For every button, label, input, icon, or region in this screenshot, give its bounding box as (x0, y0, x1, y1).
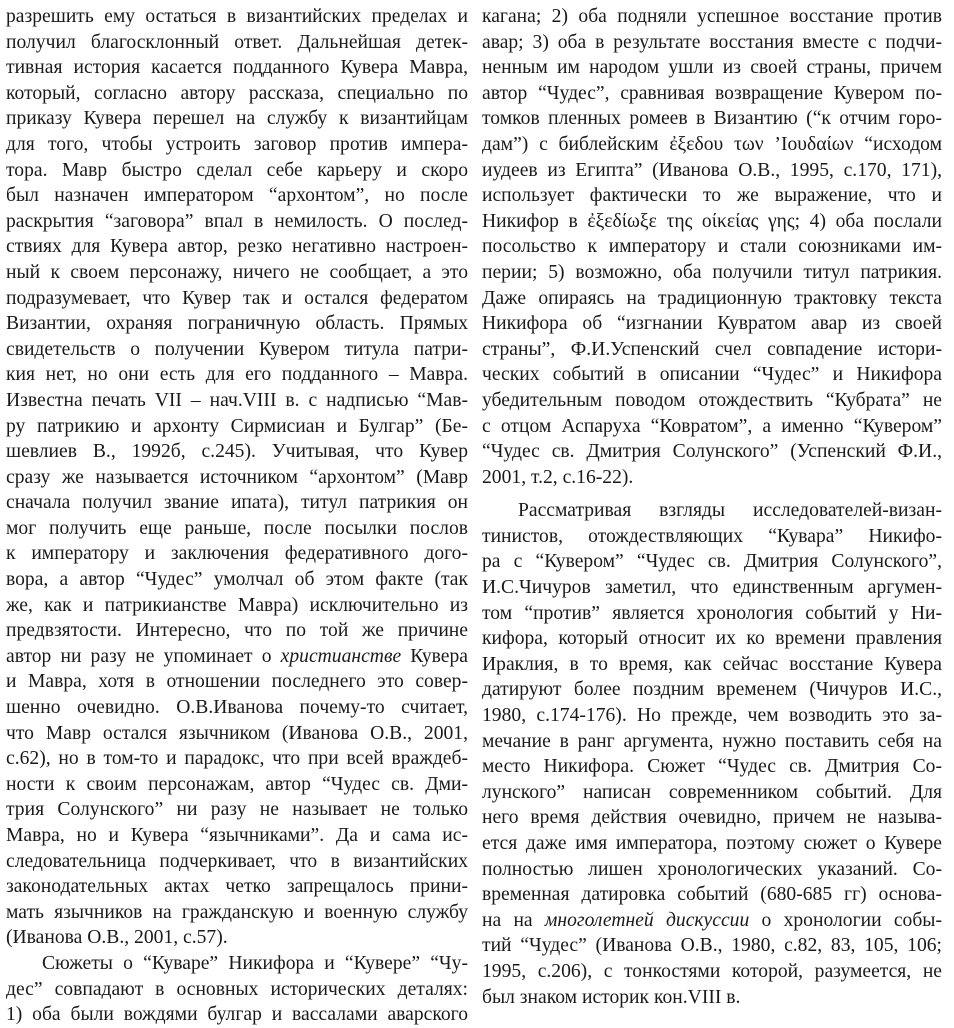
text-line: приказу Кувера перешел на службу к византийцам (6, 108, 468, 130)
text-line: Известна печать VII – нач.VIII в. с надписью “Мав- (6, 389, 468, 411)
text-line: с.62), но в том-то и парадокс, что при всей враждеб- (6, 748, 468, 770)
text-line: следовательница подчеркивает, что в византийских (6, 850, 468, 872)
right-text-column (482, 4, 942, 1010)
text-line: свидетельств о получении Кувером титула патри- (6, 338, 468, 360)
text-line: ности к своим персонажам, автор “Чудес св. Дми- (6, 773, 468, 795)
italic-emphasis: многолетней дискуссии (544, 909, 750, 931)
text-line: мать язычников на гражданскую и военную службу (6, 901, 468, 923)
text-line: дам”) с библейским ἐξεδου των ’Ιουδαίων “исходом (482, 133, 942, 155)
text-line: законодательных актах четко запрещалось прини- (6, 876, 468, 898)
text-line: Ираклия, в то время, как сейчас восстание Кувера (482, 653, 942, 675)
text-line: разрешить ему остаться в византийских пределах и (6, 6, 468, 27)
text-line: ный к своем персонажу, ничего не сообщает, а это (6, 261, 468, 283)
text-line: убедительным поводом отождествить “Кубрата” не (482, 389, 942, 411)
text-line: тивная история касается подданного Кувера Мавра, (6, 57, 468, 79)
text-line: мечание в ранг аргумента, нужно поставить себя на (482, 730, 942, 752)
text-line: авар; 3) оба в результате восстания вместе с подчи- (482, 31, 942, 53)
text-line: иудеев из Египта” (Иванова О.В., 1995, с.170, 171), (482, 159, 942, 181)
text-line: мог получить еще раньше, после посылки послов (6, 517, 468, 539)
left-text-column (6, 4, 468, 1028)
text-line: томков пленных ромеев в Византию (“к отчим горо- (482, 108, 942, 130)
text-line: кифора, который относит их ко времени правления (482, 628, 942, 650)
text-line: перии; 5) возможно, оба получили титул патрикия. (482, 261, 942, 283)
text-line: который, согласно автору рассказа, специально по (6, 82, 468, 104)
text-line: Никифора об “изгнании Кувратом авар из своей (482, 313, 942, 335)
paragraph-gap (482, 490, 942, 498)
text-line: Мавра, но и Кувера “язычниками”. Да и сама ис- (6, 825, 468, 846)
text-line: вора, а автор “Чудес” умолчал об этом факте (так (6, 569, 468, 591)
text-line: ненным им народом ушли из своей страны, причем (482, 57, 942, 79)
text-line: и Мавра, хотя в отношении последнего это совер- (6, 671, 468, 693)
text-line: сразу же называется источником “архонтом” (Мавр (6, 466, 468, 488)
text-line: что Мавр остался язычником (Иванова О.В., 2001, (6, 722, 468, 744)
text-line: тора. Мавр быстро сделал себе карьеру и скоро (6, 159, 468, 181)
italic-emphasis: христианстве (280, 645, 402, 667)
text-line: ра с “Кувером” “Чудес св. Дмитрия Солунского”, (482, 551, 942, 573)
text-line: том “против” является хронология событий у Ни- (482, 602, 942, 624)
text-segment: автор ни разу не упоминает о (6, 645, 281, 667)
text-line: кия нет, но они есть для его подданного – Мавра. (6, 364, 468, 386)
text-line: получил благосклонный ответ. Дальнейшая детек- (6, 31, 468, 53)
text-line: ру патрикию и архонту Сирмисиан и Булгар” (Бе- (6, 415, 468, 437)
text-line: 1980, с.174-176). Но прежде, чем возводить это за- (482, 705, 942, 727)
text-line: с отцом Аспаруха “Ковратом”, а именно “Кувером” (482, 415, 942, 437)
text-line: использует фактически то же выражение, что и (482, 185, 942, 207)
text-line: же, как и патрикианстве Мавра) исключительно из (6, 594, 468, 616)
text-line: лунского” написан современником событий. Для (482, 781, 942, 803)
text-line: ется даже имя императора, поэтому сюжет о Кувере (482, 833, 942, 854)
text-line: сначала получил звание ипата), титул патрикия он (6, 492, 468, 514)
text-line: временная датировка событий (680-685 гг) основа- (482, 884, 942, 906)
text-line: 1995, с.206), с тонкостями которой, разумеется, не (482, 960, 942, 982)
text-line: него время действия очевидно, причем не называ- (482, 807, 942, 829)
text-line: трия Солунского” ни разу не называет не только (6, 799, 468, 821)
text-line: был знаком историк кон.VIII в. (482, 986, 741, 1008)
text-line: шенно очевидно. О.В.Иванова почему-то считает, (6, 697, 468, 719)
text-line: предвзятости. Интересно, что по той же причине (6, 620, 468, 642)
text-line: датируют более поздним временем (Чичуров И.С., (482, 679, 942, 701)
text-line: Сюжеты о “Куваре” Никифора и “Кувере” “Чу- (42, 952, 468, 974)
text-line: к императору и заключения федеративного дого- (6, 543, 468, 565)
text-line: тинистов, отождествляющих “Кувара” Никифо- (482, 525, 942, 547)
text-line: 1) оба были вождями булгар и вассалами аварского (6, 1004, 468, 1026)
text-line: для того, чтобы устроить заговор против импера- (6, 133, 468, 155)
text-line: автор “Чудес”, сравнивая возвращение Кувером по- (482, 82, 942, 104)
text-line: Византии, охраняя пограничную область. Прямых (6, 313, 468, 335)
text-line: полностью лишен хронологических указаний. Со- (482, 858, 942, 880)
text-line: страны”, Ф.И.Успенский счел совпадение истори- (482, 338, 942, 360)
text-line: И.С.Чичуров заметил, что единственным аргумен- (482, 577, 942, 599)
text-line: кагана; 2) оба подняли успешное восстание против (482, 6, 942, 27)
text-line: ствиях для Кувера автор, резко негативно настроен- (6, 236, 468, 258)
text-segment: на на (482, 909, 545, 931)
text-line: подразумевает, что Кувер так и остался федератом (6, 287, 468, 309)
text-line: “Чудес св. Дмитрия Солунского” (Успенский Ф.И., (482, 441, 942, 463)
text-line: шевлиев В., 1992б, с.245). Учитывая, что Кувер (6, 441, 468, 463)
text-segment: Кувера (401, 645, 468, 667)
text-line: (Иванова О.В., 2001, с.57). (6, 927, 228, 949)
text-line: был назначен императором “архонтом”, но после (6, 185, 468, 207)
text-line: ческих событий в описании “Чудес” и Никифора (482, 364, 942, 386)
text-line: Даже опираясь на традиционную трактовку текста (482, 287, 942, 309)
text-line (482, 908, 942, 934)
text-line: дес” совпадают в основных исторических деталях: (6, 978, 468, 1000)
text-line: Рассматривая взгляды исследователей-визан- (518, 500, 942, 522)
text-line: Никифор в ἐξεδίωξε της οίκείας γης; 4) оба послали (482, 210, 942, 232)
text-line: место Никифора. Сюжет “Чудес св. Дмитрия Со- (482, 756, 942, 778)
text-segment: о хронологии собы- (749, 909, 942, 931)
text-line (6, 644, 468, 670)
text-line: раскрытия “заговора” впал в немилость. О послед- (6, 210, 468, 232)
text-line: 2001, т.2, с.16-22). (482, 466, 634, 488)
text-line: посольство к императору и стали союзниками им- (482, 236, 942, 258)
text-line: тий “Чудес” (Иванова О.В., 1980, с.82, 83, 105, 106; (482, 935, 942, 957)
